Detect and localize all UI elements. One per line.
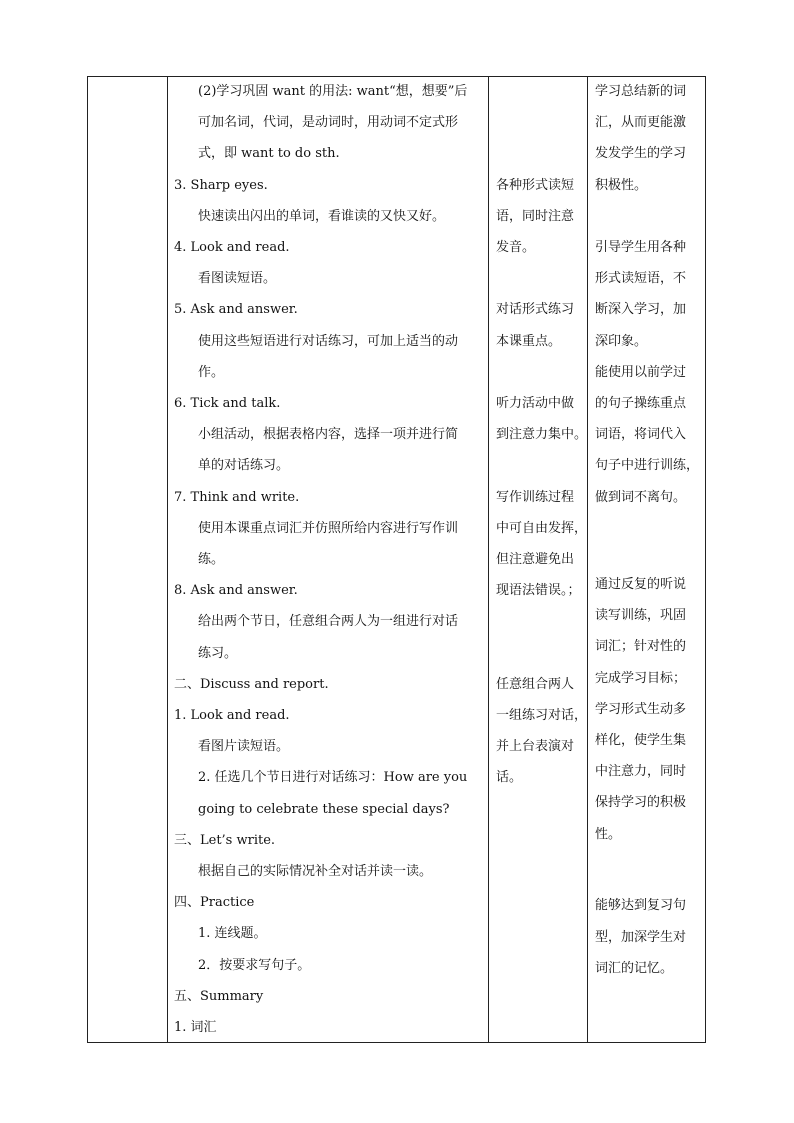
purpose-line: 通过反复的听说	[595, 576, 687, 592]
note-line: 到注意力集中。	[496, 427, 588, 443]
step-line: 练。	[198, 552, 225, 567]
step-line: (2)学习巩固 want 的用法: want“想，想要”后	[198, 84, 468, 99]
purpose-line: 的句子操练重点	[595, 396, 687, 411]
purpose-line: 型，加深学生对	[595, 929, 687, 945]
purpose-line: 学习总结新的词	[595, 84, 687, 99]
step-line: 看图片读短语。	[198, 739, 290, 755]
step-line: 三、Let’s write.	[174, 832, 276, 848]
step-line: 1. Look and read.	[174, 708, 290, 723]
note-line: 中可自由发挥，	[496, 520, 588, 536]
note-line: 语，同时注意	[496, 208, 575, 224]
step-line: 单的对话练习。	[198, 458, 290, 474]
note-line: 听力活动中做	[496, 396, 575, 411]
step-line: 可加名词，代词，是动词时，用动词不定式形	[198, 115, 459, 131]
step-line: 看图读短语。	[198, 271, 277, 287]
purpose-line: 中注意力，同时	[595, 764, 687, 780]
step-line: 使用这些短语进行对话练习，可加上适当的动	[198, 333, 459, 349]
purpose-line: 做到词不离句。	[595, 489, 687, 505]
note-line: 各种形式读短	[496, 177, 575, 193]
purpose-line: 断深入学习，加	[595, 302, 687, 318]
purpose-line: 读写训练，巩固	[595, 608, 687, 624]
step-line: 7. Think and write.	[174, 489, 300, 505]
step-line: 五、Summary	[174, 988, 264, 1004]
step-line: 作。	[198, 364, 225, 380]
note-line: 话。	[496, 770, 523, 786]
purpose-line: 词汇的记忆。	[595, 960, 674, 976]
note-line: 任意组合两人	[496, 676, 575, 692]
note-line: 写作训练过程	[496, 489, 575, 505]
note-line: 对话形式练习	[496, 302, 575, 318]
empty-first-column	[88, 77, 167, 1042]
step-line: 4. Look and read.	[174, 240, 290, 255]
column-divider	[587, 77, 588, 1042]
step-line: 1. 词汇	[174, 1020, 217, 1035]
step-line: 四、Practice	[174, 895, 255, 911]
lesson-table	[87, 76, 706, 1043]
purpose-line: 引导学生用各种	[595, 240, 687, 255]
step-line: 小组活动，根据表格内容，选择一项并进行简	[198, 427, 459, 443]
purpose-line: 保持学习的积极	[595, 795, 687, 811]
note-line: 本课重点。	[496, 333, 562, 349]
purpose-line: 性。	[595, 826, 622, 842]
note-line: 并上台表演对	[496, 739, 575, 755]
purpose-line: 积极性。	[595, 177, 648, 193]
column-divider	[488, 77, 489, 1042]
purpose-line: 样化，使学生集	[595, 732, 687, 748]
column-divider	[167, 77, 168, 1042]
step-line: 3. Sharp eyes.	[174, 177, 268, 193]
purpose-line: 发发学生的学习	[595, 146, 687, 162]
purpose-line: 汇，从而更能激	[595, 115, 687, 131]
step-line: 2. 任选几个节日进行对话练习：How are you	[198, 770, 468, 786]
step-line: 5. Ask and answer.	[174, 302, 298, 318]
note-line: 发音。	[496, 240, 536, 255]
step-line: 根据自己的实际情况补全对话并读一读。	[198, 864, 433, 879]
step-line: 快速读出闪出的单词，看谁读的又快又好。	[198, 208, 446, 224]
step-line: 给出两个节日，任意组合两人为一组进行对话	[198, 614, 459, 630]
purpose-line: 词汇；针对性的	[595, 639, 687, 655]
purpose-line: 词语，将词代入	[595, 427, 687, 443]
step-line: going to celebrate these special days?	[198, 801, 450, 817]
purpose-line: 能够达到复习句	[595, 898, 687, 914]
purpose-line: 深印象。	[595, 333, 648, 349]
note-line: 但注意避免出	[496, 552, 575, 567]
purpose-line: 形式读短语，不	[595, 271, 687, 287]
note-line: 现语法错误。；	[496, 583, 581, 599]
step-line: 二、Discuss and report.	[174, 676, 329, 692]
step-line: 式，即 want to do sth.	[198, 146, 340, 162]
step-line: 练习。	[198, 645, 238, 661]
purpose-line: 学习形式生动多	[595, 701, 687, 717]
step-line: 8. Ask and answer.	[174, 583, 298, 599]
purpose-line: 完成学习目标；	[595, 670, 687, 686]
note-line: 一组练习对话，	[496, 708, 588, 723]
step-line: 1. 连线题。	[198, 926, 267, 942]
step-line: 2．按要求写句子。	[198, 957, 311, 973]
purpose-line: 能使用以前学过	[595, 364, 687, 380]
step-line: 6. Tick and talk.	[174, 396, 281, 411]
purpose-line: 句子中进行训练，	[595, 458, 700, 474]
step-line: 使用本课重点词汇并仿照所给内容进行写作训	[198, 520, 459, 536]
